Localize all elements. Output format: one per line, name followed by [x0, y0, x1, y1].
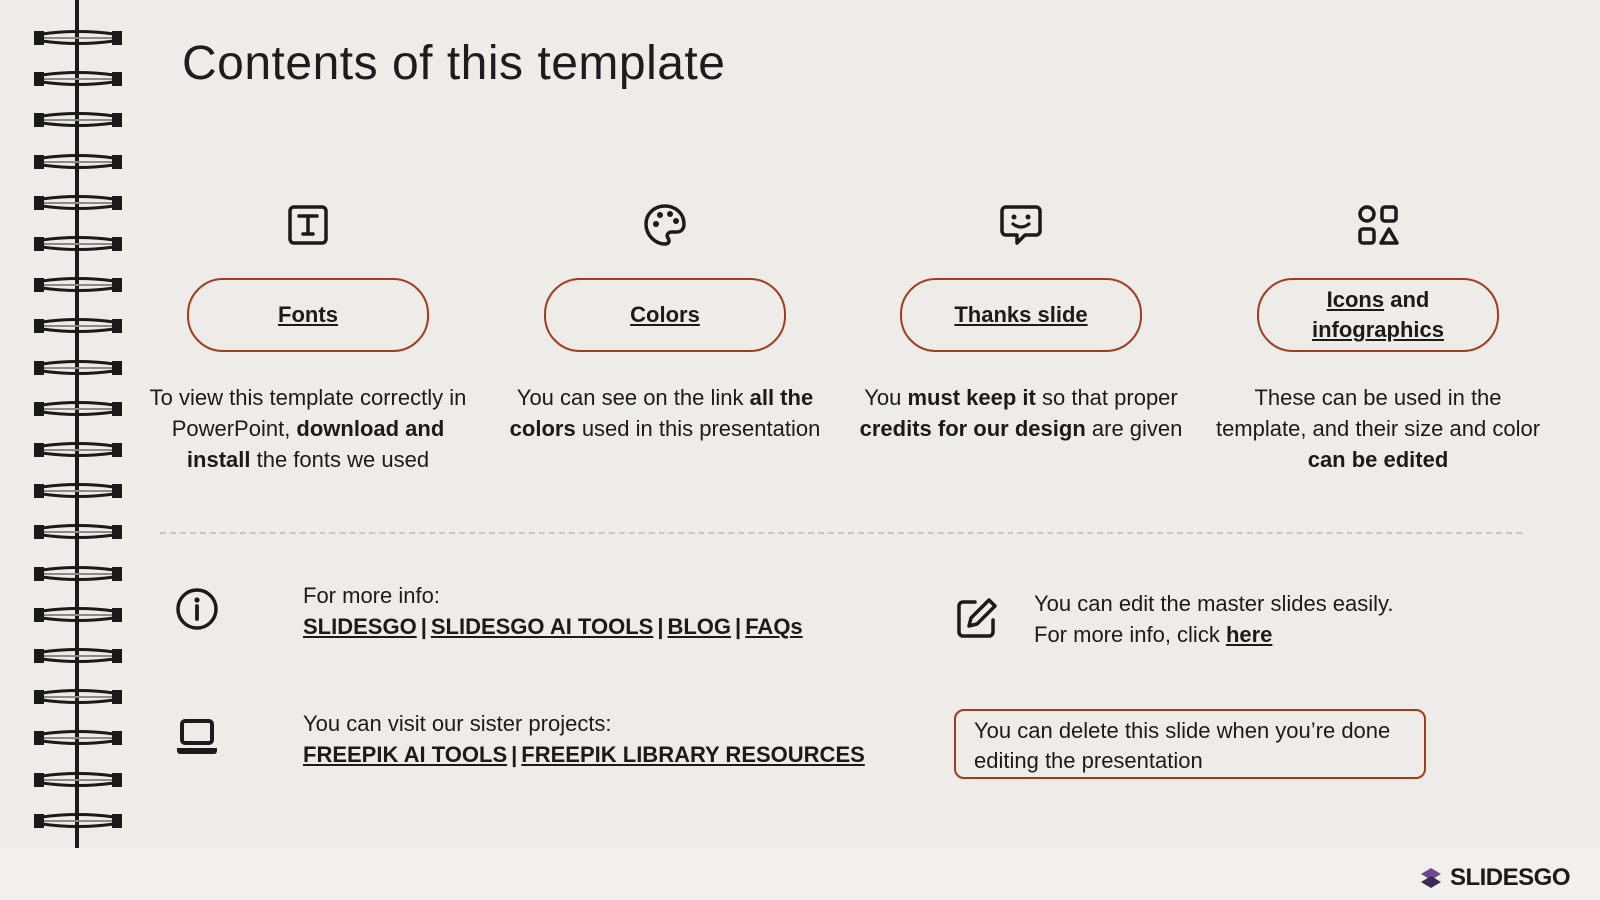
- slidesgo-logo: [1418, 864, 1570, 892]
- icons-link[interactable]: Icons: [1326, 287, 1385, 312]
- spiral-ring: [34, 728, 122, 748]
- icons-link-pill[interactable]: Icons and infographics: [1257, 278, 1499, 352]
- slidesgo-brand: SLIDESGO: [1449, 864, 1570, 891]
- spiral-ring: [34, 234, 122, 254]
- fonts-link-pill[interactable]: [187, 278, 429, 352]
- fonts-link[interactable]: Fonts: [278, 302, 338, 327]
- info-icon: [175, 587, 219, 636]
- icons-description: These can be used in the template, and their size and color can be edited: [1215, 385, 1541, 472]
- divider: [160, 532, 1522, 534]
- spiral-binding: [28, 0, 128, 848]
- spiral-ring: [34, 399, 122, 419]
- blog-link[interactable]: BLOG: [667, 614, 732, 639]
- spiral-ring: [34, 687, 122, 707]
- spiral-ring: [34, 316, 122, 336]
- faqs-link[interactable]: FAQs: [745, 614, 803, 639]
- fonts-description: To view this template correctly in PowerPoint, download and install the fonts we used: [149, 385, 467, 472]
- spiral-ring: [34, 275, 122, 295]
- page-title: Contents of this template: [182, 37, 726, 90]
- column-fonts: [138, 200, 478, 475]
- freepik-ai-tools-link[interactable]: FREEPIK AI TOOLS: [303, 742, 508, 767]
- freepik-library-link[interactable]: FREEPIK LIBRARY RESOURCES: [521, 742, 865, 767]
- slidesgo-link[interactable]: SLIDESGO: [303, 614, 417, 639]
- smile-chat-icon: [851, 200, 1191, 250]
- slidesgo-logo-icon: [1418, 865, 1444, 891]
- spiral-ring: [34, 358, 122, 378]
- spiral-ring: [34, 522, 122, 542]
- more-info-block: For more info: SLIDESGO | SLIDESGO AI TOOLS | BLOG | FAQs: [303, 580, 803, 642]
- spiral-ring: [34, 152, 122, 172]
- column-colors: [495, 200, 835, 444]
- spiral-ring: [34, 770, 122, 790]
- sister-label: You can visit our sister projects:: [303, 711, 612, 736]
- spiral-ring: [34, 605, 122, 625]
- spiral-ring: [34, 481, 122, 501]
- column-thanks: [851, 200, 1191, 444]
- palette-icon: [495, 200, 835, 250]
- text-box-icon: [138, 200, 478, 250]
- spiral-ring: [34, 646, 122, 666]
- sister-projects-block: You can visit our sister projects: FREEPIK AI TOOLS | FREEPIK LIBRARY RESOURCES: [303, 708, 865, 770]
- spiral-ring: [34, 69, 122, 89]
- spiral-ring: [34, 110, 122, 130]
- colors-link-pill[interactable]: [544, 278, 786, 352]
- more-info-label: For more info:: [303, 583, 440, 608]
- thanks-slide-link-pill[interactable]: [900, 278, 1142, 352]
- colors-link[interactable]: Colors: [630, 302, 700, 327]
- colors-description: You can see on the link all the colors used in this presentation: [509, 385, 821, 441]
- delete-note: You can delete this slide when you’re done editing the presentation: [954, 709, 1426, 779]
- thanks-description: You must keep it so that proper credits for our design are given: [859, 385, 1183, 441]
- slidesgo-ai-tools-link[interactable]: SLIDESGO AI TOOLS: [430, 614, 654, 639]
- infographics-link[interactable]: infographics: [1311, 317, 1444, 342]
- spiral-ring: [34, 811, 122, 831]
- laptop-icon: [175, 717, 219, 762]
- spiral-ring: [34, 193, 122, 213]
- spiral-ring: [34, 28, 122, 48]
- spiral-ring: [34, 440, 122, 460]
- master-slides-block: You can edit the master slides easily. For more info, click here: [1034, 588, 1394, 650]
- spiral-ring: [34, 564, 122, 584]
- shapes-icon: [1208, 200, 1548, 250]
- column-icons: [1208, 200, 1548, 475]
- edit-icon: [955, 596, 999, 645]
- thanks-slide-link[interactable]: Thanks slide: [954, 302, 1088, 327]
- here-link[interactable]: here: [1225, 622, 1273, 647]
- master-line1: You can edit the master slides easily.: [1034, 591, 1394, 616]
